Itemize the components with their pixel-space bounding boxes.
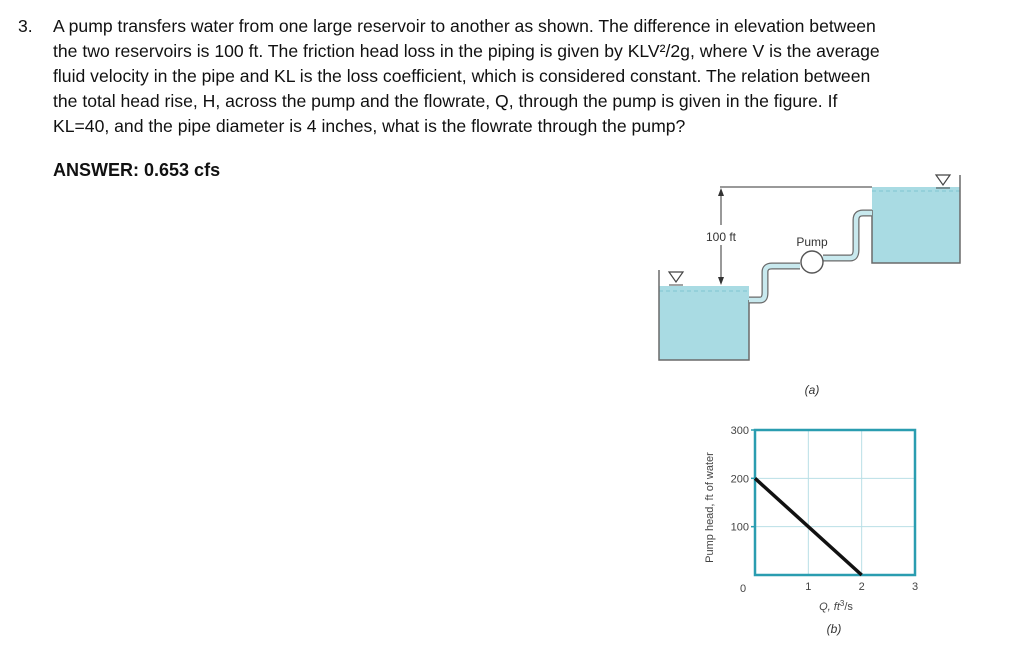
- x-tick-label: 1: [805, 581, 812, 593]
- figure-b-caption: (b): [826, 622, 842, 636]
- y-tick-label: 300: [730, 425, 749, 437]
- pump-label: Pump: [796, 235, 828, 249]
- elevation-label: 100 ft: [705, 230, 737, 244]
- plot-frame: [755, 430, 915, 575]
- x-tick-label: 2: [858, 581, 865, 593]
- y-axis-label: Pump head, ft of water: [704, 452, 716, 563]
- answer-value: 0.653 cfs: [144, 160, 221, 180]
- y-tick-label: 200: [730, 473, 749, 486]
- problem-line: A pump transfers water from one large reservoir to another as shown. The difference in elevation between: [53, 16, 876, 36]
- x-tick-label: 3: [911, 581, 919, 593]
- x-origin-label: 0: [739, 583, 747, 595]
- problem-number: 3.: [18, 16, 33, 36]
- problem-line: KL=40, and the pipe diameter is 4 inches, what is the flowrate through the pump?: [53, 116, 686, 136]
- figure-a-caption: (a): [804, 383, 820, 397]
- problem-line: the two reservoirs is 100 ft. The friction head loss in the piping is given by KLV²/2g, where V is the average: [53, 41, 880, 61]
- x-axis-label: Q, $ft^3/s$: [819, 599, 853, 613]
- problem-line: the total head rise, H, across the pump and the flowrate, Q, through the pump is given in the figure. If: [53, 91, 838, 111]
- answer-label: ANSWER:: [53, 160, 139, 180]
- y-tick-label: 100: [730, 521, 749, 534]
- problem-line: fluid velocity in the pipe and KL is the loss coefficient, which is considered constant. The relation between: [53, 66, 871, 86]
